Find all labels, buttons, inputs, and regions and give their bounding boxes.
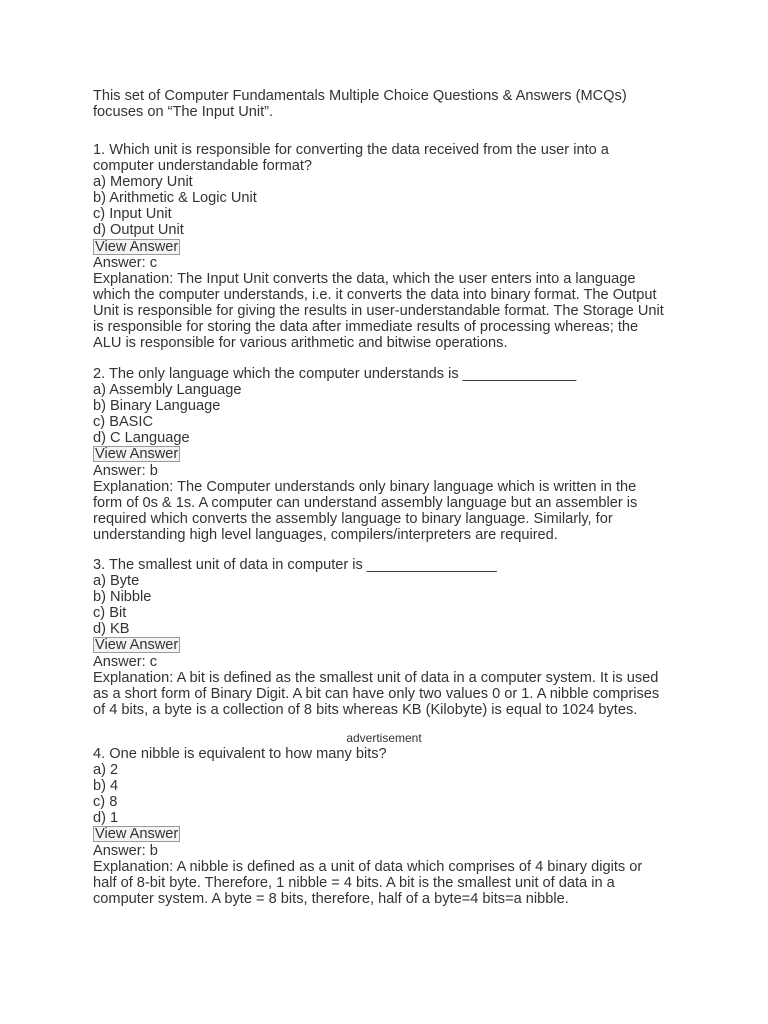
question-text: 3. The smallest unit of data in computer is ________________ [93,557,497,573]
option-b: b) Binary Language [93,398,221,415]
explanation-text: as a short form of Binary Digit. A bit can have only two values 0 or 1. A nibble comprises [93,685,660,702]
view-answer-button[interactable]: View Answer [95,238,179,255]
explanation-text: half of 8-bit byte. Therefore, 1 nibble = 4 bits. A bit is the smallest unit of data in a [93,874,615,891]
option-a: a) Assembly Language [93,382,242,399]
explanation-text: understanding high level languages, compilers/interpreters are required. [93,526,558,543]
intro-line: This set of Computer Fundamentals Multiple Choice Questions & Answers (MCQs) [93,88,627,104]
view-answer-button[interactable]: View Answer [95,446,179,463]
explanation-text: Explanation: A nibble is defined as a unit of data which comprises of 4 binary digits or [93,858,643,875]
explanation-text: of 4 bits, a byte is a collection of 8 bits whereas KB (Kilobyte) is equal to 1024 bytes. [93,701,638,718]
question-text: computer understandable format? [93,158,313,175]
option-d: d) 1 [93,810,119,827]
option-c: c) BASIC [93,414,154,431]
explanation-text: ALU is responsible for various arithmetic and bitwise operations. [93,335,508,352]
option-a: a) 2 [93,762,119,779]
advertisement-label: advertisement [346,731,422,745]
explanation-text: Unit is responsible for giving the results in user-understandable format. The Storage Unit [93,302,664,319]
explanation-text: which the computer understands, i.e. it converts the data into binary format. The Output [93,286,657,303]
answer-text: Answer: b [93,462,158,479]
explanation-text: Explanation: The Computer understands only binary language which is written in the [93,478,637,495]
intro-paragraph [93,88,693,120]
intro-line: focuses on “The Input Unit”. [93,104,274,121]
explanation-text: Explanation: The Input Unit converts the data, which the user enters into a language [93,270,636,287]
option-a: a) Memory Unit [93,174,193,191]
answer-text: Answer: b [93,842,158,859]
option-c: c) Input Unit [93,206,172,223]
option-d: d) Output Unit [93,222,184,239]
question-block-1 [93,142,693,351]
option-b: b) Arithmetic & Logic Unit [93,190,257,207]
explanation-text: computer system. A byte = 8 bits, therefore, half of a byte=4 bits=a nibble. [93,890,569,907]
option-c: c) Bit [93,605,127,622]
option-c: c) 8 [93,794,118,811]
question-text: 1. Which unit is responsible for converting the data received from the user into a [93,142,609,158]
view-answer-button[interactable]: View Answer [95,637,179,654]
question-block-3 [93,557,693,718]
option-b: b) 4 [93,778,119,795]
question-block-4 [93,746,693,907]
answer-text: Answer: c [93,653,158,670]
explanation-text: is responsible for storing the data after immediate results of processing whereas; the [93,319,639,336]
option-b: b) Nibble [93,589,152,606]
explanation-text: form of 0s & 1s. A computer can understand assembly language but an assembler is [93,494,638,511]
explanation-text: required which converts the assembly language to binary language. Similarly, for [93,510,613,527]
option-d: d) KB [93,621,130,638]
explanation-text: Explanation: A bit is defined as the smallest unit of data in a computer system. It is used [93,669,659,686]
option-a: a) Byte [93,573,140,590]
answer-text: Answer: c [93,254,158,271]
question-text: 4. One nibble is equivalent to how many bits? [93,746,387,762]
option-d: d) C Language [93,430,190,447]
question-text: 2. The only language which the computer understands is ______________ [93,366,577,382]
view-answer-button[interactable]: View Answer [95,826,179,843]
question-block-2 [93,366,693,543]
